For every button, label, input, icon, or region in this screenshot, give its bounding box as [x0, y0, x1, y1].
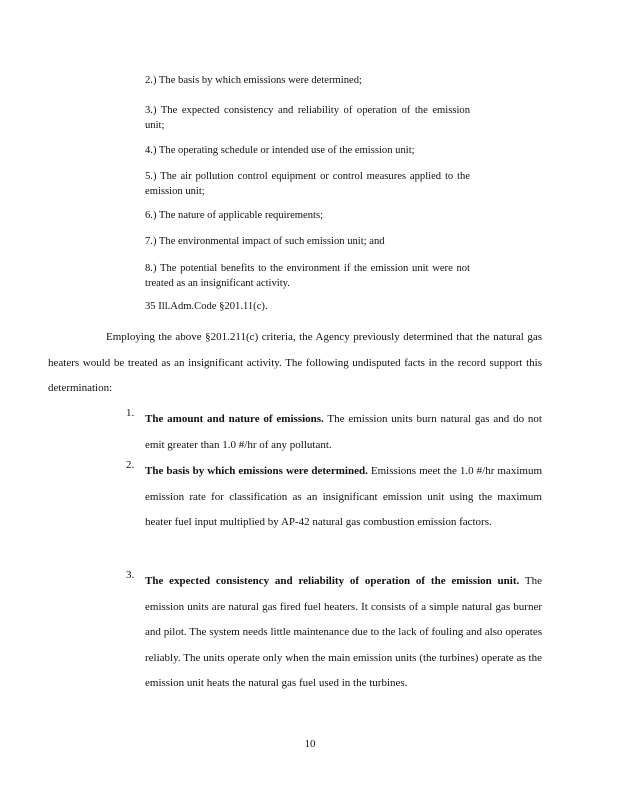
criterion-4: 4.) The operating schedule or intended use of the emission unit;	[145, 145, 415, 156]
page-number: 10	[304, 738, 316, 750]
item-number-3: 3.	[126, 569, 135, 581]
item-number-2: 2.	[126, 459, 135, 471]
item-body-3: The emission units are natural gas fired fuel heaters. It consists of a simple natural gas burner and pilot. The system needs little maintenance due to the lack of fouling and also operates reliably. The units operate only when the main emission units (the turbines) operate as the emission unit heats the natural gas fuel used in the turbines.	[145, 575, 542, 689]
item-heading-1: The amount and nature of emissions.	[145, 413, 324, 425]
item-heading-3: The expected consistency and reliability of operation of the emission unit.	[145, 575, 520, 587]
criterion-3: 3.) The expected consistency and reliability of operation of the emission unit;	[145, 105, 470, 131]
criterion-8: 8.) The potential benefits to the environment if the emission unit were not treated as an insignificant activity.	[145, 263, 470, 289]
item-1	[145, 407, 542, 458]
item-number-1: 1.	[126, 407, 135, 419]
item-heading-2: The basis by which emissions were determined.	[145, 465, 368, 477]
body-paragraph: Employing the above §201.211(c) criteria, the Agency previously determined that the natural gas heaters would be treated as an insignificant activity. The following undisputed facts in the record support this determination:	[48, 331, 542, 394]
criterion-5: 5.) The air pollution control equipment or control measures applied to the emission unit;	[145, 171, 470, 197]
item-2	[145, 459, 542, 536]
citation: 35 Ill.Adm.Code §201.11(c).	[145, 301, 268, 312]
criterion-6: 6.) The nature of applicable requirements;	[145, 210, 324, 221]
item-body-2: Emissions meet the 1.0 #/hr maximum emission rate for classification as an insignificant emission unit using the maximum heater fuel input multiplied by AP-42 natural gas combustion emission factors.	[145, 465, 542, 528]
criterion-2: 2.) The basis by which emissions were determined;	[145, 75, 362, 86]
item-3	[145, 569, 542, 697]
item-body-1: The emission units burn natural gas and do not emit greater than 1.0 #/hr of any pollutant.	[145, 413, 542, 451]
criterion-7: 7.) The environmental impact of such emission unit; and	[145, 236, 385, 247]
